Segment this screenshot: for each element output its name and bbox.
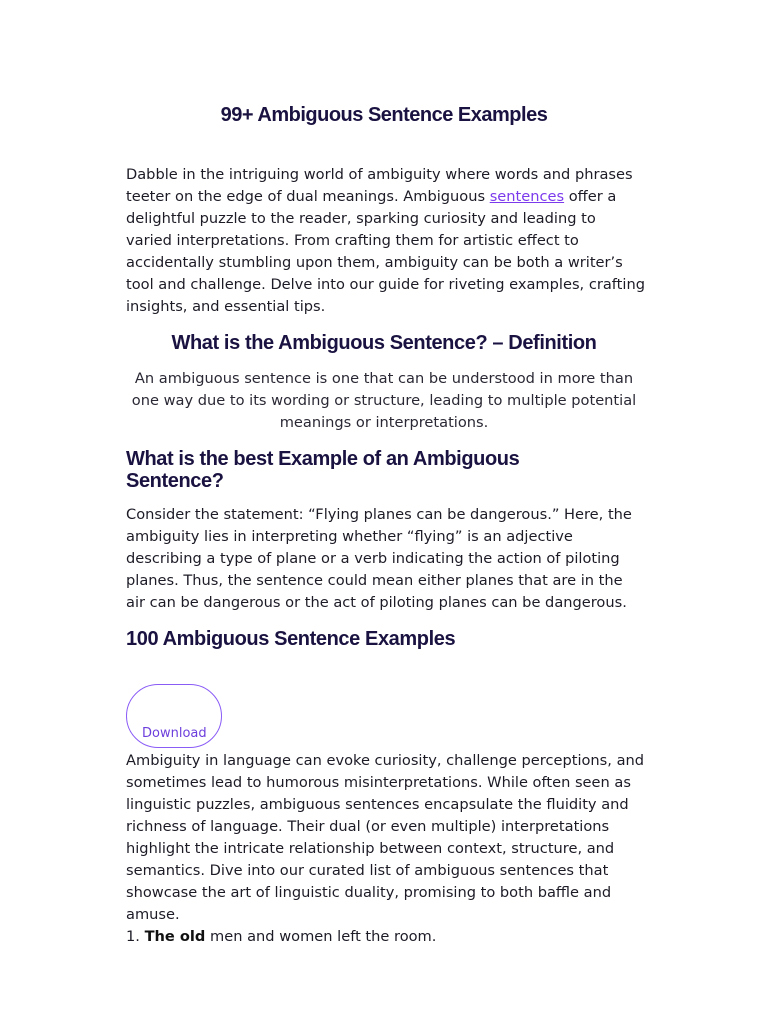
intro-paragraph: [126, 164, 646, 318]
best-example-text: Consider the statement: “Flying planes can be dangerous.” Here, the ambiguity lies in interpreting whether “flying” is an adjective describing a type of plane or a verb indicating the action of piloting planes. Thus, the sentence could mean either planes that are in the air can be dangerous or the act of piloting planes can be dangerous.: [126, 506, 632, 611]
best-example-heading: What is the best Example of an Ambiguous Sentence?: [126, 448, 520, 492]
sentences-link[interactable]: sentences: [489, 188, 565, 205]
examples-heading: 100 Ambiguous Sentence Examples: [126, 628, 456, 650]
list-item-bold: The old: [144, 928, 206, 945]
list-item-number: 1.: [126, 928, 140, 945]
page-title: 99+ Ambiguous Sentence Examples: [220, 104, 548, 126]
list-item: [126, 926, 436, 948]
list-item-text: men and women left the room.: [205, 928, 437, 945]
intro-text-before: Dabble in the intriguing world of ambiguity where words and phrases teeter on the edge of dual meanings. Ambiguous: [126, 166, 633, 205]
definition-heading: What is the Ambiguous Sentence? – Definition: [171, 332, 597, 354]
download-button-label[interactable]: Download: [142, 726, 207, 741]
intro-text-after: offer a delightful puzzle to the reader, sparking curiosity and leading to varied interpretations. From crafting them for artistic effect to accidentally stumbling upon them, ambiguity can be both a writer’s tool and challenge. Delve into our guide for riveting examples, crafting insights, and essential tips.: [126, 188, 645, 315]
examples-intro-text: Ambiguity in language can evoke curiosity, challenge perceptions, and sometimes lead to humorous misinterpretations. While often seen as linguistic puzzles, ambiguous sentences encapsulate the fluidity and richness of language. Their dual (or even multiple) interpretations highlight the intricate relationship between context, structure, and semantics. Dive into our curated list of ambiguous sentences that showcase the art of linguistic duality, promising to both baffle and amuse.: [126, 752, 645, 923]
definition-text: An ambiguous sentence is one that can be understood in more than one way due to its wording or structure, leading to multiple potential meanings or interpretations.: [131, 370, 637, 431]
